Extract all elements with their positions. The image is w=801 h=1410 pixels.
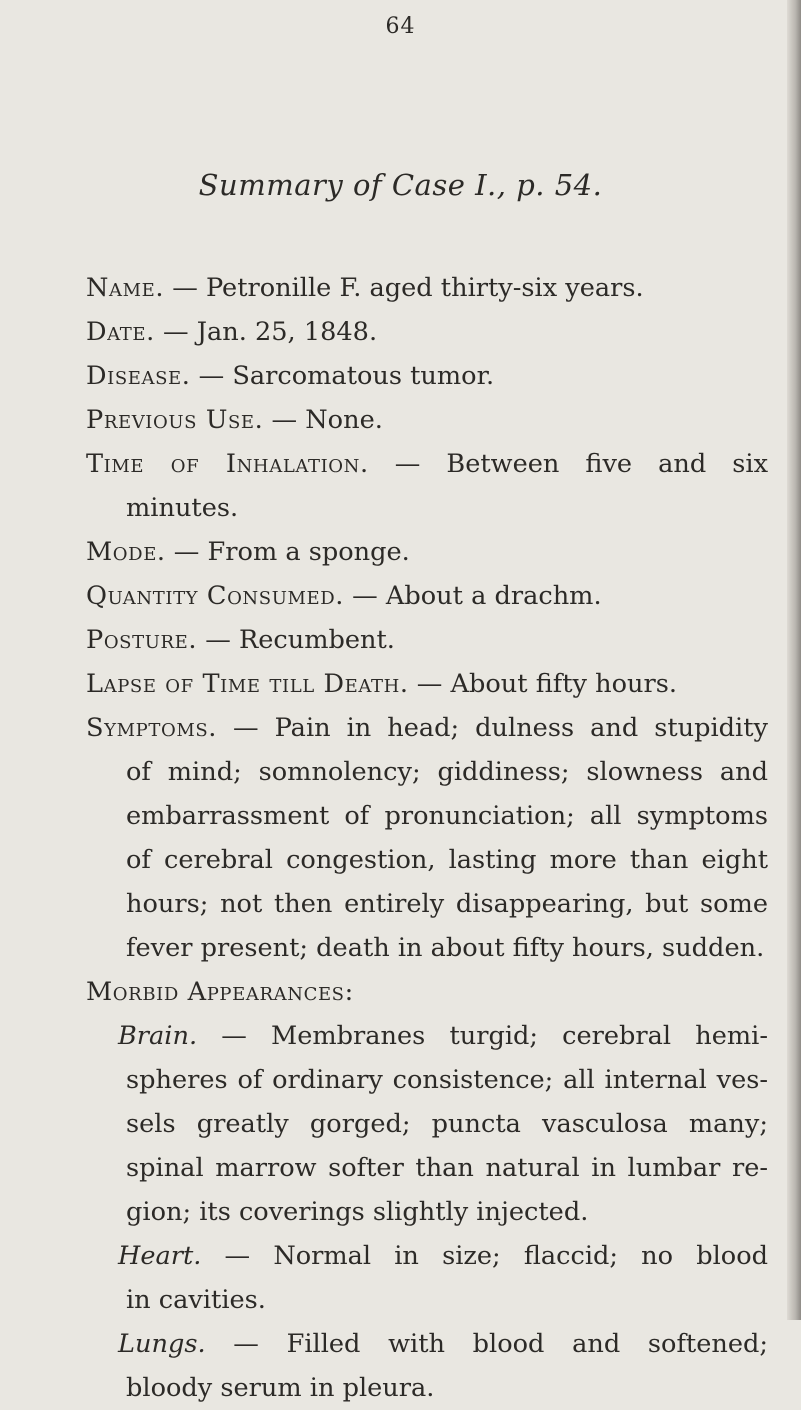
em-dash: — <box>217 713 275 743</box>
entry-label: Lapse of Time till Death. <box>86 669 409 699</box>
em-dash: — <box>344 581 386 611</box>
entry-continuation: embarrassment of pronunciation; all symptoms <box>126 801 768 831</box>
entry-label: Previous Use. <box>86 405 264 435</box>
entry-text: Normal in size; flaccid; no blood <box>273 1241 768 1271</box>
entry-text: About fifty hours. <box>450 669 678 699</box>
subentry-brain <box>86 1014 768 1058</box>
subentry-lungs <box>86 1322 768 1366</box>
entry-label: Name. <box>86 273 165 303</box>
entry-continuation: of cerebral congestion, lasting more than eight <box>126 845 768 875</box>
entry-symptoms <box>86 706 768 750</box>
subentry-label: Brain. <box>118 1021 198 1051</box>
entry-disease <box>86 354 768 398</box>
entry-morbid-appearances <box>86 970 768 1014</box>
entry-date <box>86 310 768 354</box>
em-dash: — <box>164 273 206 303</box>
entry-quantity-consumed <box>86 574 768 618</box>
entry-label: Time of Inhalation. <box>86 449 369 479</box>
entry-continuation: spheres of ordinary consistence; all internal ves- <box>126 1065 768 1095</box>
entry-name <box>86 266 768 310</box>
em-dash: — <box>205 1329 287 1359</box>
entry-previous-use <box>86 398 768 442</box>
entry-text: Recumbent. <box>239 625 395 655</box>
entry-continuation: spinal marrow softer than natural in lumbar re- <box>126 1153 768 1183</box>
em-dash: — <box>408 669 451 699</box>
entry-continuation: gion; its coverings slightly injected. <box>126 1197 589 1227</box>
entry-label: Posture. <box>86 625 198 655</box>
entry-continuation: hours; not then entirely disappearing, but some <box>126 889 768 919</box>
entry-text: Petronille F. aged thirty-six years. <box>205 273 644 303</box>
entry-continuation: bloody serum in pleura. <box>126 1373 435 1403</box>
page-number: 64 <box>385 14 416 39</box>
em-dash: — <box>368 449 447 479</box>
entry-label: Morbid Appearances: <box>86 977 354 1007</box>
em-dash: — <box>263 405 306 435</box>
entry-text: Pain in head; dulness and stupidity <box>274 713 768 743</box>
entry-continuation: fever present; death in about fifty hours, sudden. <box>126 933 765 963</box>
entry-text: Sarcomatous tumor. <box>232 361 495 391</box>
subentry-heart <box>86 1234 768 1278</box>
em-dash: — <box>197 1021 272 1051</box>
entry-continuation: of mind; somnolency; giddiness; slowness and <box>126 757 768 787</box>
entry-text: From a sponge. <box>207 537 410 567</box>
entry-posture <box>86 618 768 662</box>
entry-text: Membranes turgid; cerebral hemi- <box>271 1021 768 1051</box>
entry-label: Symptoms. <box>86 713 218 743</box>
subentry-label: Lungs. <box>118 1329 206 1359</box>
entry-label: Mode. <box>86 537 166 567</box>
entry-text: Between five and six <box>446 449 768 479</box>
em-dash: — <box>165 537 208 567</box>
entry-label: Date. <box>86 317 155 347</box>
entry-mode <box>86 530 768 574</box>
entry-text: Filled with blood and softened; <box>286 1329 768 1359</box>
entry-text: About a drachm. <box>385 581 602 611</box>
case-summary <box>86 266 768 1410</box>
entry-continuation: minutes. <box>126 493 239 523</box>
entry-continuation: sels greatly gorged; puncta vasculosa many; <box>126 1109 768 1139</box>
entry-time-of-inhalation <box>86 442 768 486</box>
em-dash: — <box>197 625 239 655</box>
em-dash: — <box>190 361 233 391</box>
em-dash: — <box>201 1241 274 1271</box>
entry-continuation: in cavities. <box>126 1285 266 1315</box>
entry-label: Disease. <box>86 361 191 391</box>
entry-lapse-of-time <box>86 662 768 706</box>
subentry-label: Heart. <box>118 1241 202 1271</box>
page-title: Summary of Case I., p. 54. <box>198 168 603 202</box>
em-dash: — <box>154 317 197 347</box>
entry-label: Quantity Consumed. <box>86 581 345 611</box>
entry-text: Jan. 25, 1848. <box>196 317 378 347</box>
entry-text: None. <box>305 405 383 435</box>
